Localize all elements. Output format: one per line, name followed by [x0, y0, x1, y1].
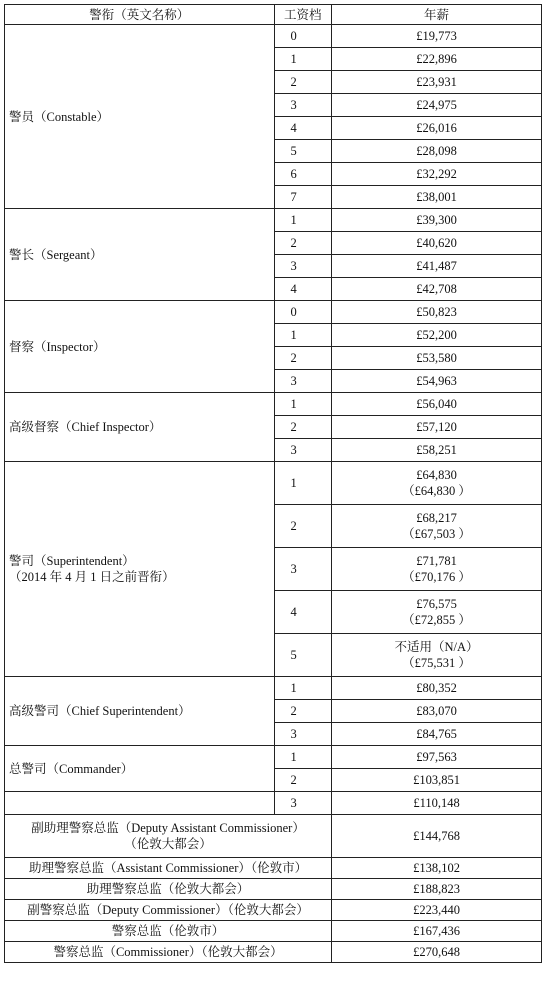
- salary-value: £71,781: [416, 554, 457, 568]
- grade-cell: 2: [274, 505, 332, 548]
- grade-cell: 2: [274, 347, 332, 370]
- salary-cell: £26,016: [332, 117, 542, 140]
- rank-inspector: 督察（Inspector）: [5, 301, 275, 393]
- grade-cell: 1: [274, 324, 332, 347]
- grade-cell: 4: [274, 278, 332, 301]
- salary-cell: £22,896: [332, 48, 542, 71]
- salary-cell: £54,963: [332, 370, 542, 393]
- header-row: [5, 5, 542, 25]
- table-row: [5, 746, 542, 769]
- grade-cell: 5: [274, 140, 332, 163]
- grade-cell: 3: [274, 94, 332, 117]
- rank-commissioner-met: 警察总监（Commissioner）（伦敦大都会）: [5, 942, 332, 963]
- rank-name: 警司（Superintendent）: [9, 554, 135, 568]
- salary-cell: £53,580: [332, 347, 542, 370]
- table-row: [5, 858, 542, 879]
- salary-cell: £39,300: [332, 209, 542, 232]
- grade-cell: 2: [274, 769, 332, 792]
- rank-assistant-commissioner-city: 助理警察总监（Assistant Commissioner）（伦敦市）: [5, 858, 332, 879]
- grade-cell: 1: [274, 393, 332, 416]
- rank-name: 副助理警察总监（Deputy Assistant Commissioner）: [31, 821, 305, 835]
- grade-cell: 6: [274, 163, 332, 186]
- table-row: [5, 462, 542, 505]
- rank-commissioner-city: 警察总监（伦敦市）: [5, 921, 332, 942]
- grade-cell: 3: [274, 548, 332, 591]
- salary-cell: [332, 634, 542, 677]
- salary-cell: £41,487: [332, 255, 542, 278]
- salary-cell: £110,148: [332, 792, 542, 815]
- grade-cell: 1: [274, 48, 332, 71]
- salary-note: （£70,176 ）: [402, 570, 471, 584]
- table-row: [5, 792, 542, 815]
- salary-value: 不适用（N/A）: [394, 640, 479, 654]
- salary-cell: £83,070: [332, 700, 542, 723]
- salary-value: £68,217: [416, 511, 457, 525]
- salary-cell: £24,975: [332, 94, 542, 117]
- salary-cell: £270,648: [332, 942, 542, 963]
- grade-cell: 1: [274, 746, 332, 769]
- rank-constable: 警员（Constable）: [5, 25, 275, 209]
- salary-note: （£75,531 ）: [402, 656, 471, 670]
- table-row: [5, 900, 542, 921]
- salary-cell: £138,102: [332, 858, 542, 879]
- salary-note: （£72,855 ）: [402, 613, 471, 627]
- grade-cell: 3: [274, 255, 332, 278]
- grade-cell: 1: [274, 677, 332, 700]
- table-row: [5, 25, 542, 48]
- rank-deputy-commissioner: 副警察总监（Deputy Commissioner）（伦敦大都会）: [5, 900, 332, 921]
- salary-cell: £167,436: [332, 921, 542, 942]
- grade-cell: 3: [274, 723, 332, 746]
- table-row: [5, 301, 542, 324]
- header-rank: 警衔（英文名称）: [5, 5, 275, 25]
- salary-cell: £84,765: [332, 723, 542, 746]
- table-row: [5, 393, 542, 416]
- salary-cell: £52,200: [332, 324, 542, 347]
- header-grade: 工资档: [274, 5, 332, 25]
- salary-cell: £23,931: [332, 71, 542, 94]
- salary-cell: £40,620: [332, 232, 542, 255]
- rank-chief-superintendent: 高级警司（Chief Superintendent）: [5, 677, 275, 746]
- grade-cell: 2: [274, 416, 332, 439]
- grade-cell: 5: [274, 634, 332, 677]
- table-row: [5, 677, 542, 700]
- salary-cell: £32,292: [332, 163, 542, 186]
- salary-note: （£64,830 ）: [402, 484, 471, 498]
- grade-cell: 3: [274, 792, 332, 815]
- salary-cell: [332, 548, 542, 591]
- salary-cell: £80,352: [332, 677, 542, 700]
- rank-note: （伦敦大都会）: [124, 837, 212, 851]
- salary-note: （£67,503 ）: [402, 527, 471, 541]
- salary-cell: £42,708: [332, 278, 542, 301]
- salary-cell: [332, 505, 542, 548]
- table-row: [5, 921, 542, 942]
- grade-cell: 2: [274, 232, 332, 255]
- salary-cell: £223,440: [332, 900, 542, 921]
- rank-empty-cell: [5, 792, 275, 815]
- table-row: [5, 815, 542, 858]
- salary-cell: £144,768: [332, 815, 542, 858]
- table-row: [5, 942, 542, 963]
- grade-cell: 0: [274, 301, 332, 324]
- salary-value: £76,575: [416, 597, 457, 611]
- salary-cell: £56,040: [332, 393, 542, 416]
- salary-cell: £58,251: [332, 439, 542, 462]
- police-salary-table: [4, 4, 542, 963]
- rank-superintendent: [5, 462, 275, 677]
- salary-value: £64,830: [416, 468, 457, 482]
- grade-cell: 0: [274, 25, 332, 48]
- table-row: [5, 879, 542, 900]
- salary-cell: £50,823: [332, 301, 542, 324]
- grade-cell: 4: [274, 591, 332, 634]
- salary-cell: £97,563: [332, 746, 542, 769]
- salary-cell: £28,098: [332, 140, 542, 163]
- grade-cell: 2: [274, 700, 332, 723]
- salary-cell: £19,773: [332, 25, 542, 48]
- table-row: [5, 209, 542, 232]
- rank-deputy-assistant-commissioner: [5, 815, 332, 858]
- grade-cell: 2: [274, 71, 332, 94]
- rank-commander: 总警司（Commander）: [5, 746, 275, 792]
- salary-cell: [332, 462, 542, 505]
- grade-cell: 4: [274, 117, 332, 140]
- header-salary: 年薪: [332, 5, 542, 25]
- rank-chief-inspector: 高级督察（Chief Inspector）: [5, 393, 275, 462]
- rank-sergeant: 警长（Sergeant）: [5, 209, 275, 301]
- rank-note: （2014 年 4 月 1 日之前晋衔）: [9, 570, 175, 584]
- grade-cell: 7: [274, 186, 332, 209]
- rank-assistant-commissioner-met: 助理警察总监（伦敦大都会）: [5, 879, 332, 900]
- grade-cell: 3: [274, 370, 332, 393]
- salary-cell: £38,001: [332, 186, 542, 209]
- salary-cell: £188,823: [332, 879, 542, 900]
- grade-cell: 1: [274, 462, 332, 505]
- grade-cell: 1: [274, 209, 332, 232]
- salary-cell: £103,851: [332, 769, 542, 792]
- salary-cell: [332, 591, 542, 634]
- salary-cell: £57,120: [332, 416, 542, 439]
- grade-cell: 3: [274, 439, 332, 462]
